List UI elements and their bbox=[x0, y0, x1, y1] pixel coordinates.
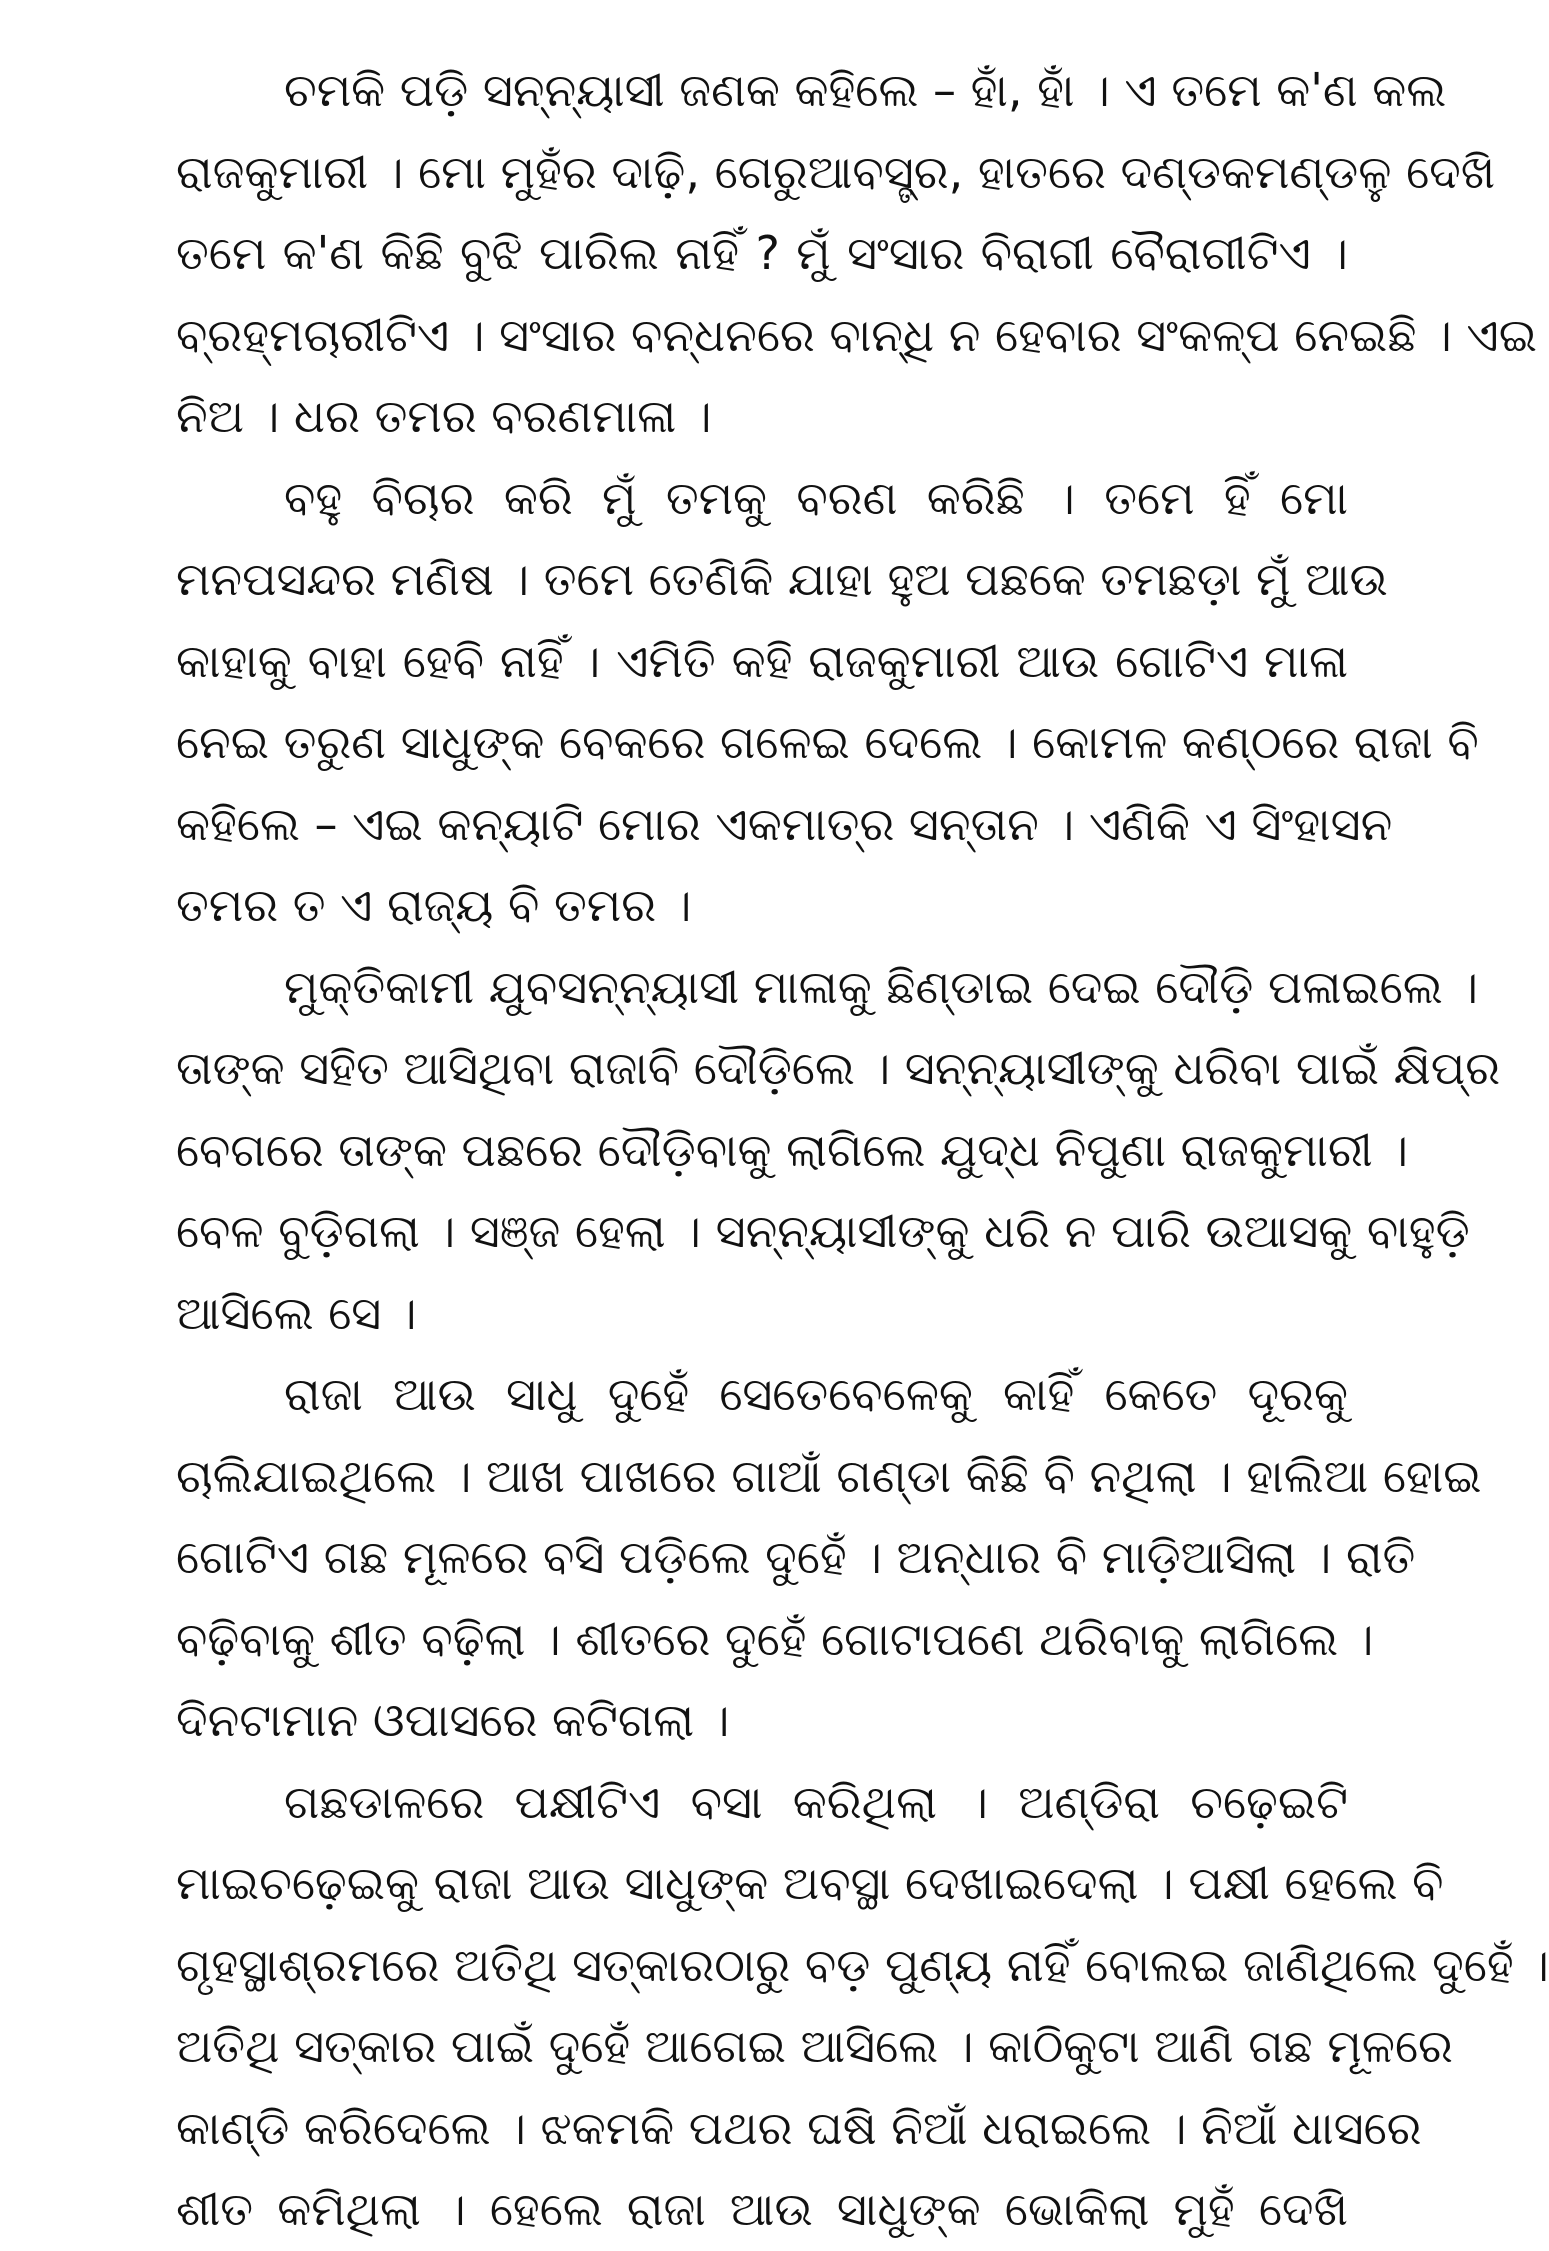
story-text bbox=[176, 50, 1549, 2251]
paragraph-1-line-5: ନିଅ । ଧର ତମର ବରଣମାଳା । bbox=[176, 389, 712, 443]
paragraph-5-line-6: ଶୀତ କମିଥିଲା । ହେଲେ ରାଜା ଆଉ ସାଧୁଙ୍କ ଭୋକିଲା ମୁହଁ ଦେଖି bbox=[176, 2182, 1348, 2236]
paragraph-5-line-4: ଅତିଥି ସତ୍କାର ପାଇଁ ଦୁହେଁ ଆଗେଇ ଆସିଲେ । କାଠିକୁଟା ଆଣି ଗଛ ମୂଳରେ bbox=[176, 2019, 1453, 2073]
paragraph-3-line-5: ଆସିଲେ ସେ । bbox=[176, 1285, 417, 1340]
paragraph-5-line-1: ଗଛଡାଳରେ ପକ୍ଷୀଟିଏ ବସା କରିଥିଲା । ଅଣ୍ଡିରା ଚଢ଼େଇଟି bbox=[284, 1774, 1348, 1829]
paragraph-5-line-3: ଗୃହସ୍ଥାଶ୍ରମରେ ଅତିଥି ସତ୍କାରଠାରୁ ବଡ଼ ପୁଣ୍ୟ ନାହିଁ ବୋଲଇ ଜାଣିଥିଲେ ଦୁହେଁ । bbox=[176, 1937, 1549, 1992]
paragraph-3-line-3: ବେଗରେ ତାଙ୍କ ପଛରେ ଦୌଡ଼ିବାକୁ ଲାଗିଲେ ଯୁଦ୍ଧ ନିପୁଣା ରାଜକୁମାରୀ । bbox=[176, 1122, 1409, 1177]
paragraph-4-line-1: ରାଜା ଆଉ ସାଧୁ ଦୁହେଁ ସେତେବେଳେକୁ କାହିଁ କେତେ ଦୂରକୁ bbox=[284, 1367, 1348, 1421]
paragraph-2-line-6: ତମର ତ ଏ ରାଜ୍ୟ ବି ତମର । bbox=[176, 878, 692, 932]
paragraph-1-line-4: ବ୍ରହ୍ମଚାରୀଟିଏ । ସଂସାର ବନ୍ଧନରେ ବାନ୍ଧି ନ ହେବାର ସଂକଳ୍ପ ନେଇଛି । ଏଇ bbox=[176, 307, 1538, 362]
paragraph-2-line-5: କହିଲେ – ଏଇ କନ୍ୟାଟି ମୋର ଏକମାତ୍ର ସନ୍ତାନ । ଏଣିକି ଏ ସିଂହାସନ bbox=[176, 796, 1393, 851]
paragraph-2-line-4: ନେଇ ତରୁଣ ସାଧୁଙ୍କ ବେକରେ ଗଳେଇ ଦେଲେ । କୋମଳ କଣ୍ଠରେ ରାଜା ବି bbox=[176, 715, 1479, 769]
paragraph-2-line-2: ମନପସନ୍ଦର ମଣିଷ । ତମେ ତେଣିକି ଯାହା ହୁଅ ପଛକେ ତମଛଡ଼ା ମୁଁ ଆଉ bbox=[176, 552, 1388, 606]
paragraph-2-line-3: କାହାକୁ ବାହା ହେବି ନାହିଁ । ଏମିତି କହି ରାଜକୁମାରୀ ଆଉ ଗୋଟିଏ ମାଳା bbox=[176, 633, 1348, 688]
paragraph-2-line-1: ବହୁ ବିଚାର କରି ମୁଁ ତମକୁ ବରଣ କରିଛି । ତମେ ହିଁ ମୋ bbox=[284, 470, 1348, 525]
paragraph-1-line-1: ଚମକି ପଡ଼ି ସନ୍ନ୍ୟାସୀ ଜଣକ କହିଲେ – ହାଁ, ହାଁ । ଏ ତମେ କ'ଣ କଲ bbox=[284, 63, 1447, 117]
paragraph-3-line-1: ମୁକ୍ତିକାମୀ ଯୁବସନ୍ନ୍ୟାସୀ ମାଳାକୁ ଛିଣ୍ଡାଇ ଦେଇ ଦୌଡ଼ି ପଳାଇଲେ । bbox=[284, 959, 1479, 1014]
paragraph-5-line-5: କାଣ୍ଡି କରିଦେଲେ । ଝକମକି ପଥର ଘଷି ନିଆଁ ଧରାଇଲେ । ନିଆଁ ଧାସରେ bbox=[176, 2100, 1422, 2155]
paragraph-4-line-4: ବଢ଼ିବାକୁ ଶୀତ ବଢ଼ିଲା । ଶୀତରେ ଦୁହେଁ ଗୋଟାପଣେ ଥରିବାକୁ ଲାଗିଲେ । bbox=[176, 1611, 1374, 1666]
paragraph-4-line-3: ଗୋଟିଏ ଗଛ ମୂଳରେ ବସି ପଡ଼ିଲେ ଦୁହେଁ । ଅନ୍ଧାର ବି ମାଡ଼ିଆସିଲା । ରାତି bbox=[176, 1530, 1416, 1584]
paragraph-4-line-5: ଦିନଟାମାନ ଓପାସରେ କଟିଗଲା । bbox=[176, 1693, 730, 1747]
paragraph-3-line-2: ତାଙ୍କ ସହିତ ଆସିଥିବା ରାଜାବି ଦୌଡ଼ିଲେ । ସନ୍ନ୍ୟାସୀଙ୍କୁ ଧରିବା ପାଇଁ କ୍ଷିପ୍ର bbox=[176, 1041, 1501, 1095]
paragraph-5-line-2: ମାଇଚଢ଼େଇକୁ ରାଜା ଆଉ ସାଧୁଙ୍କ ଅବସ୍ଥା ଦେଖାଇଦେଲା । ପକ୍ଷୀ ହେଲେ ବି bbox=[176, 1856, 1444, 1910]
paragraph-4-line-2: ଚାଲିଯାଇଥିଲେ । ଆଖ ପାଖରେ ଗାଆଁ ଗଣ୍ଡା କିଛି ବି ନଥିଲା । ହାଲିଆ ହୋଇ bbox=[176, 1448, 1482, 1503]
paragraph-1-line-2: ରାଜକୁମାରୀ । ମୋ ମୁହଁର ଦାଢ଼ି, ଗେରୁଆବସ୍ତ୍ର, ହାତରେ ଦଣ୍ଡକମଣ୍ଡଳୁ ଦେଖି bbox=[176, 144, 1496, 199]
paragraph-1-line-3: ତମେ କ'ଣ କିଛି ବୁଝି ପାରିଲ ନାହିଁ ? ମୁଁ ସଂସାର ବିରାଗୀ ବୈରାଗୀଟିଏ । bbox=[176, 226, 1348, 280]
paragraph-3-line-4: ବେଳ ବୁଡ଼ିଗଲା । ସଞ୍ଜ ହେଲା । ସନ୍ନ୍ୟାସୀଙ୍କୁ ଧରି ନ ପାରି ଉଆସକୁ ବାହୁଡ଼ି bbox=[176, 1204, 1470, 1258]
